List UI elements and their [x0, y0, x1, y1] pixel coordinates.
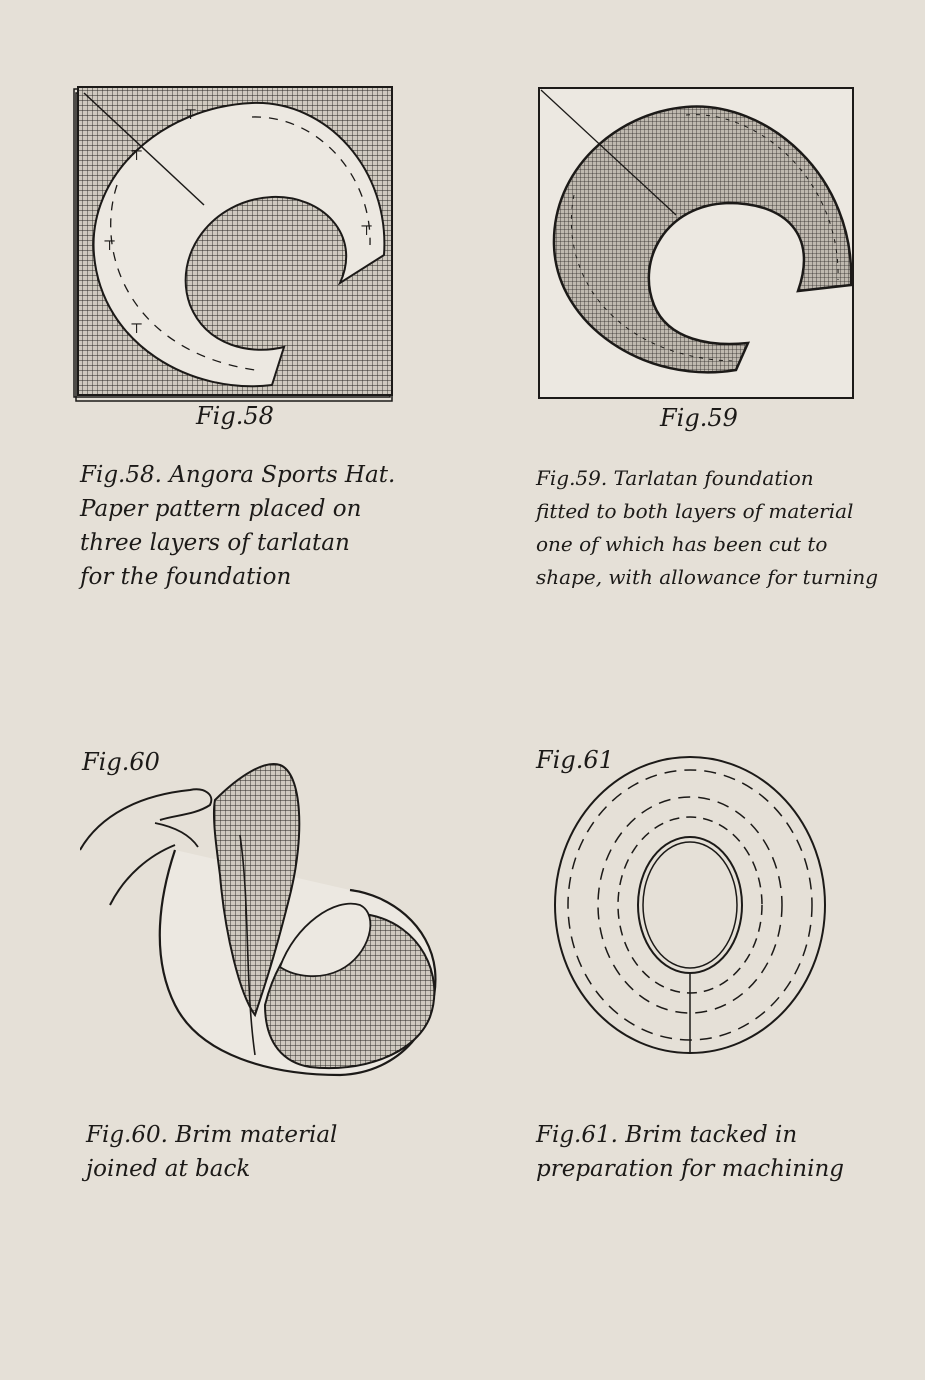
fig60-illustration [80, 755, 450, 1085]
fig58-label: Fig.58 [196, 402, 274, 430]
fig61-caption-line: Fig.61. Brim tacked in [536, 1122, 798, 1148]
fig61-label: Fig.61 [536, 746, 614, 774]
svg-text:⊤: ⊤ [103, 238, 117, 254]
svg-text:⊤: ⊤ [184, 107, 198, 123]
svg-text:⊤: ⊤ [130, 321, 144, 337]
fig58-caption [80, 458, 395, 594]
fig61-caption-line: preparation for machining [536, 1156, 844, 1182]
fig58-illustration [72, 85, 397, 405]
fig60-caption-line: joined at back [86, 1156, 251, 1182]
fig59-label: Fig.59 [660, 404, 738, 432]
fig58-caption-line: for the foundation [80, 564, 292, 590]
fig60-caption-line: Fig.60. Brim material [86, 1122, 338, 1148]
fig61-illustration [550, 755, 840, 1065]
fig58-caption-line: Fig.58. Angora Sports Hat. [80, 462, 396, 488]
svg-text:⊤: ⊤ [360, 223, 374, 239]
fig59-caption-line: fitted to both layers of material [536, 499, 854, 523]
fig59-illustration [536, 85, 858, 403]
fig58-caption-line: three layers of tarlatan [80, 530, 350, 556]
fig61-caption [536, 1118, 844, 1186]
svg-text:⊤: ⊤ [130, 148, 144, 164]
fig59-caption-line: Fig.59. Tarlatan foundation [536, 466, 814, 490]
fig60-label: Fig.60 [82, 748, 160, 776]
fig59-caption [536, 462, 878, 594]
fig59-caption-line: one of which has been cut to [536, 532, 828, 556]
fig58-caption-line: Paper pattern placed on [80, 496, 362, 522]
fig59-caption-line: shape, with allowance for turning [536, 565, 879, 589]
fig60-caption [86, 1118, 337, 1186]
